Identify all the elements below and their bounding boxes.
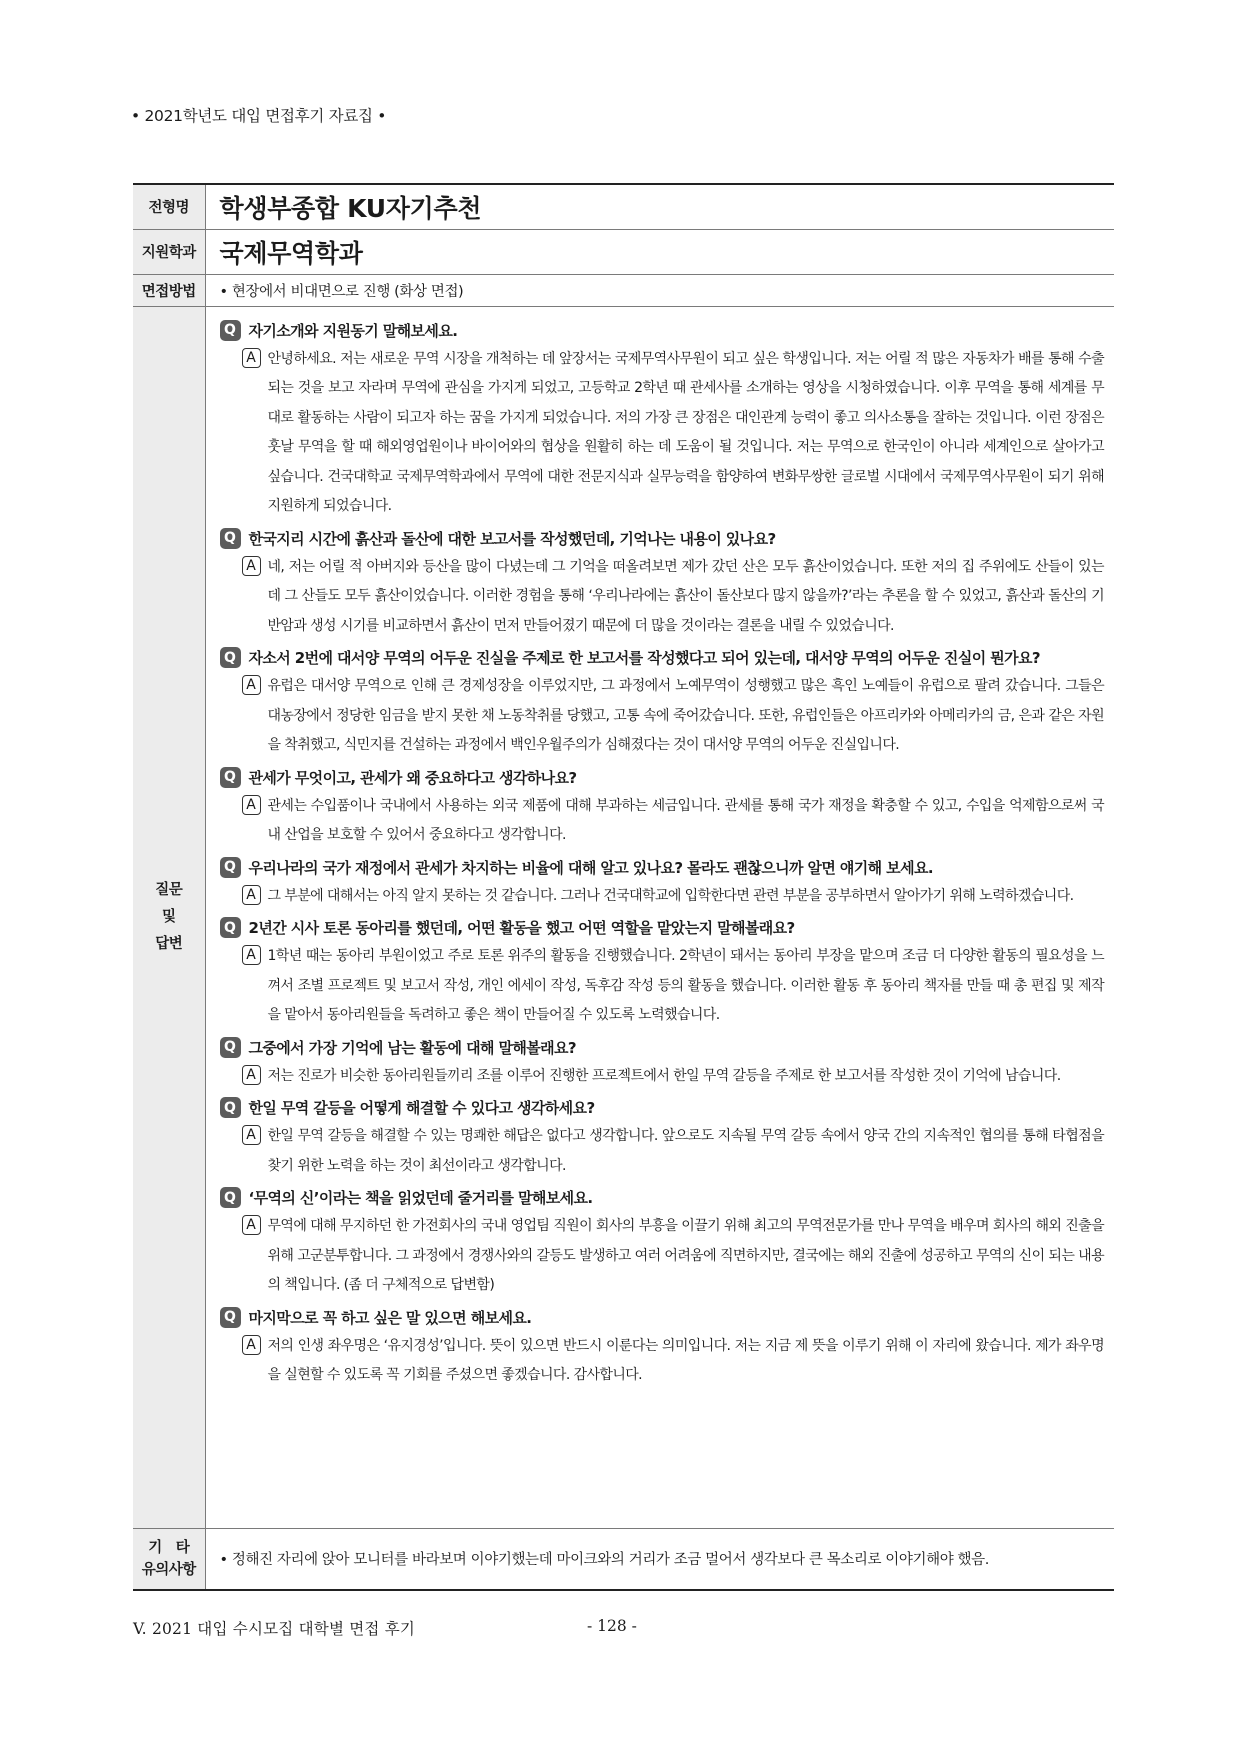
answer: [220, 792, 1105, 851]
a-badge: A: [242, 1125, 261, 1145]
interview-table: [133, 183, 1114, 1591]
answer: [220, 1122, 1105, 1181]
answer-text: 유럽은 대서양 무역으로 인해 큰 경제성장을 이루었지만, 그 과정에서 노예무역이 성행했고 많은 흑인 노예들이 유럽으로 팔려 갔습니다. 그들은 대농장에서 정당한 임금을 받지 못한 채 노동착취를 당했고, 고통 속에 죽어갔습니다. 또한, 유럽인들은 아프리카와 아메리카의 금, 은과 같은 자원을 착취했고, 식민지를 건설하는 과정에서 백인우월주의가 심해졌다는 것이 대서양 무역의 어두운 진실입니다.: [267, 678, 1104, 753]
row-qa: [133, 306, 1114, 1528]
question: [220, 1097, 1105, 1118]
qa-label-line: 및: [161, 908, 176, 925]
q-badge: Q: [220, 1097, 241, 1118]
qa-item: [220, 767, 1105, 851]
qa-item: [220, 1307, 1105, 1391]
a-badge: A: [242, 1215, 261, 1235]
admission-type-label: 전형명: [133, 184, 205, 229]
answer-text: 저는 진로가 비슷한 동아리원들끼리 조를 이루어 진행한 프로젝트에서 한일 무역 갈등을 주제로 한 보고서를 작성한 것이 기억에 남습니다.: [267, 1067, 1061, 1084]
department-label: 지원학과: [133, 229, 205, 274]
q-badge: Q: [220, 917, 241, 938]
answer-text: 무역에 대해 무지하던 한 가전회사의 국내 영업팀 직원이 회사의 부흥을 이끌기 위해 최고의 무역전문가를 만나 무역을 배우며 회사의 해외 진출을 위해 고군분투합니다. 그 과정에서 경쟁사와의 갈등도 발생하고 여러 어려움에 직면하지만, 결국에는 해외 진출에 성공하고 무역의 신이 되는 내용의 책입니다. (좀 더 구체적으로 답변함): [267, 1218, 1104, 1293]
q-badge: Q: [220, 1037, 241, 1058]
row-admission-type: [133, 184, 1114, 229]
question-text: 우리나라의 국가 재정에서 관세가 차지하는 비율에 대해 알고 있나요? 몰라도 괜찮으니까 알면 얘기해 보세요.: [248, 858, 933, 877]
qa-item: [220, 1097, 1105, 1181]
a-badge: A: [242, 348, 261, 368]
answer: [220, 1332, 1105, 1391]
question: [220, 647, 1105, 668]
qa-item: [220, 1037, 1105, 1092]
row-notes: [133, 1528, 1114, 1590]
qa-item: [220, 647, 1105, 761]
qa-label-line: 답변: [155, 935, 183, 952]
document-header: • 2021학년도 대입 면접후기 자료집 •: [131, 107, 387, 125]
notes-label-line: 유의사항: [141, 1561, 196, 1578]
a-badge: A: [242, 675, 261, 695]
answer: [220, 882, 1105, 912]
answer: [220, 553, 1105, 642]
q-badge: Q: [220, 1307, 241, 1328]
answer-text: 한일 무역 갈등을 해결할 수 있는 명쾌한 해답은 없다고 생각합니다. 앞으로도 지속될 무역 갈등 속에서 양국 간의 지속적인 협의를 통해 타협점을 찾기 위한 노력을 하는 것이 최선이라고 생각합니다.: [267, 1128, 1104, 1174]
question: [220, 917, 1105, 938]
page-number: - 128 -: [587, 1617, 637, 1635]
a-badge: A: [242, 885, 261, 905]
question: [220, 1187, 1105, 1208]
question-text: 자소서 2번에 대서양 무역의 어두운 진실을 주제로 한 보고서를 작성했다고 되어 있는데, 대서양 무역의 어두운 진실이 뭔가요?: [248, 649, 1040, 667]
qa-item: [220, 320, 1105, 522]
question: [220, 528, 1105, 549]
qa-item: [220, 1187, 1105, 1301]
answer: [220, 672, 1105, 761]
answer-text: 저의 인생 좌우명은 ‘유지경성’입니다. 뜻이 있으면 반드시 이룬다는 의미입니다. 저는 지금 제 뜻을 이루기 위해 이 자리에 왔습니다. 제가 좌우명을 실현할 수 있도록 꼭 기회를 주셨으면 좋겠습니다. 감사합니다.: [267, 1337, 1104, 1383]
answer: [220, 1212, 1105, 1301]
question-text: 관세가 무엇이고, 관세가 왜 중요하다고 생각하나요?: [248, 768, 577, 787]
q-badge: Q: [220, 528, 241, 549]
department-value: 국제무역학과: [219, 238, 363, 268]
interview-method-label: 면접방법: [133, 274, 205, 306]
notes-label-line: 기 타: [148, 1539, 190, 1556]
question: [220, 1037, 1105, 1058]
answer-text: 그 부분에 대해서는 아직 알지 못하는 것 같습니다. 그러나 건국대학교에 입학한다면 관련 부분을 공부하면서 알아가기 위해 노력하겠습니다.: [267, 887, 1074, 904]
footer-section-title: V. 2021 대입 수시모집 대학별 면접 후기: [133, 1620, 416, 1638]
a-badge: A: [242, 1335, 261, 1355]
row-department: [133, 229, 1114, 274]
question-text: 자기소개와 지원동기 말해보세요.: [248, 321, 458, 340]
q-badge: Q: [220, 857, 241, 878]
notes-label: [133, 1528, 205, 1590]
q-badge: Q: [220, 647, 241, 668]
question: [220, 767, 1105, 788]
qa-item: [220, 528, 1105, 642]
question-text: 한국지리 시간에 흙산과 돌산에 대한 보고서를 작성했던데, 기억나는 내용이 있나요?: [248, 529, 776, 548]
question-text: 2년간 시사 토론 동아리를 했던데, 어떤 활동을 했고 어떤 역할을 맡았는지 말해볼래요?: [248, 919, 795, 937]
answer-text: 안녕하세요. 저는 새로운 무역 시장을 개척하는 데 앞장서는 국제무역사무원이 되고 싶은 학생입니다. 저는 어릴 적 많은 자동차가 배를 통해 수출되는 것을 보고 자라며 무역에 관심을 가지게 되었고, 고등학교 2학년 때 관세사를 소개하는 영상을 시청하였습니다. 이후 무역을 통해 세계를 무대로 활동하는 사람이 되고자 하는 꿈을 가지게 되었습니다. 저의 가장 큰 장점은 대인관계 능력이 좋고 의사소통을 잘하는 것입니다. 이런 장점은 훗날 무역을 할 때 해외영업원이나 바이어와의 협상을 원활히 하는 데 도움이 될 것입니다. 저는 무역으로 한국인이 아니라 세계인으로 살아가고 싶습니다. 건국대학교 국제무역학과에서 무역에 대한 전문지식과 실무능력을 함양하여 변화무쌍한 글로벌 시대에서 국제무역사무원이 되기 위해 지원하게 되었습니다.: [267, 350, 1104, 514]
qa-item: [220, 917, 1105, 1031]
answer: [220, 1062, 1105, 1092]
admission-type-value: 학생부종합 KU자기추천: [219, 193, 482, 223]
answer-text: 1학년 때는 동아리 부원이었고 주로 토론 위주의 활동을 진행했습니다. 2학년이 돼서는 동아리 부장을 맡으며 조금 더 다양한 활동의 필요성을 느껴서 조별 프로젝트 및 보고서 작성, 개인 에세이 작성, 독후감 작성 등의 활동을 했습니다. 이러한 활동 후 동아리 책자를 만들 때 총 편집 및 제작을 맡아서 동아리원들을 독려하고 좋은 책이 만들어질 수 있도록 노력했습니다.: [267, 948, 1104, 1023]
row-interview-method: [133, 274, 1114, 306]
answer-text: 네, 저는 어릴 적 아버지와 등산을 많이 다녔는데 그 기억을 떠올려보면 제가 갔던 산은 모두 흙산이었습니다. 또한 저의 집 주위에도 산들이 있는데 그 산들도 모두 흙산이었습니다. 이러한 경험을 통해 ‘우리나라에는 흙산이 돌산보다 많지 않을까?’라는 추론을 할 수 있었고, 흙산과 돌산의 기반암과 생성 시기를 비교하면서 흙산이 먼저 만들어졌기 때문에 더 많을 것이라는 결론을 내릴 수 있었습니다.: [267, 558, 1104, 634]
notes-value: • 정해진 자리에 앉아 모니터를 바라보며 이야기했는데 마이크와의 거리가 조금 멀어서 생각보다 큰 목소리로 이야기해야 했음.: [219, 1552, 989, 1569]
answer: [220, 942, 1105, 1031]
a-badge: A: [242, 556, 261, 576]
qa-list: [205, 306, 1114, 1528]
interview-method-value: • 현장에서 비대면으로 진행 (화상 면접): [219, 283, 464, 300]
answer-text: 관세는 수입품이나 국내에서 사용하는 외국 제품에 대해 부과하는 세금입니다. 관세를 통해 국가 재정을 확충할 수 있고, 수입을 억제함으로써 국내 산업을 보호할 수 있어서 중요하다고 생각합니다.: [267, 797, 1104, 843]
q-badge: Q: [220, 320, 241, 341]
a-badge: A: [242, 945, 261, 965]
qa-item: [220, 857, 1105, 912]
question-text: ‘무역의 신’이라는 책을 읽었던데 줄거리를 말해보세요.: [248, 1189, 593, 1207]
question: [220, 857, 1105, 878]
q-badge: Q: [220, 1187, 241, 1208]
question: [220, 320, 1105, 341]
q-badge: Q: [220, 767, 241, 788]
qa-label: [133, 306, 205, 1528]
qa-label-line: 질문: [155, 881, 183, 898]
question-text: 마지막으로 꼭 하고 싶은 말 있으면 해보세요.: [248, 1308, 532, 1327]
answer: [220, 345, 1105, 522]
a-badge: A: [242, 1065, 261, 1085]
question: [220, 1307, 1105, 1328]
question-text: 한일 무역 갈등을 어떻게 해결할 수 있다고 생각하세요?: [248, 1099, 595, 1117]
a-badge: A: [242, 795, 261, 815]
question-text: 그중에서 가장 기억에 남는 활동에 대해 말해볼래요?: [248, 1038, 577, 1057]
